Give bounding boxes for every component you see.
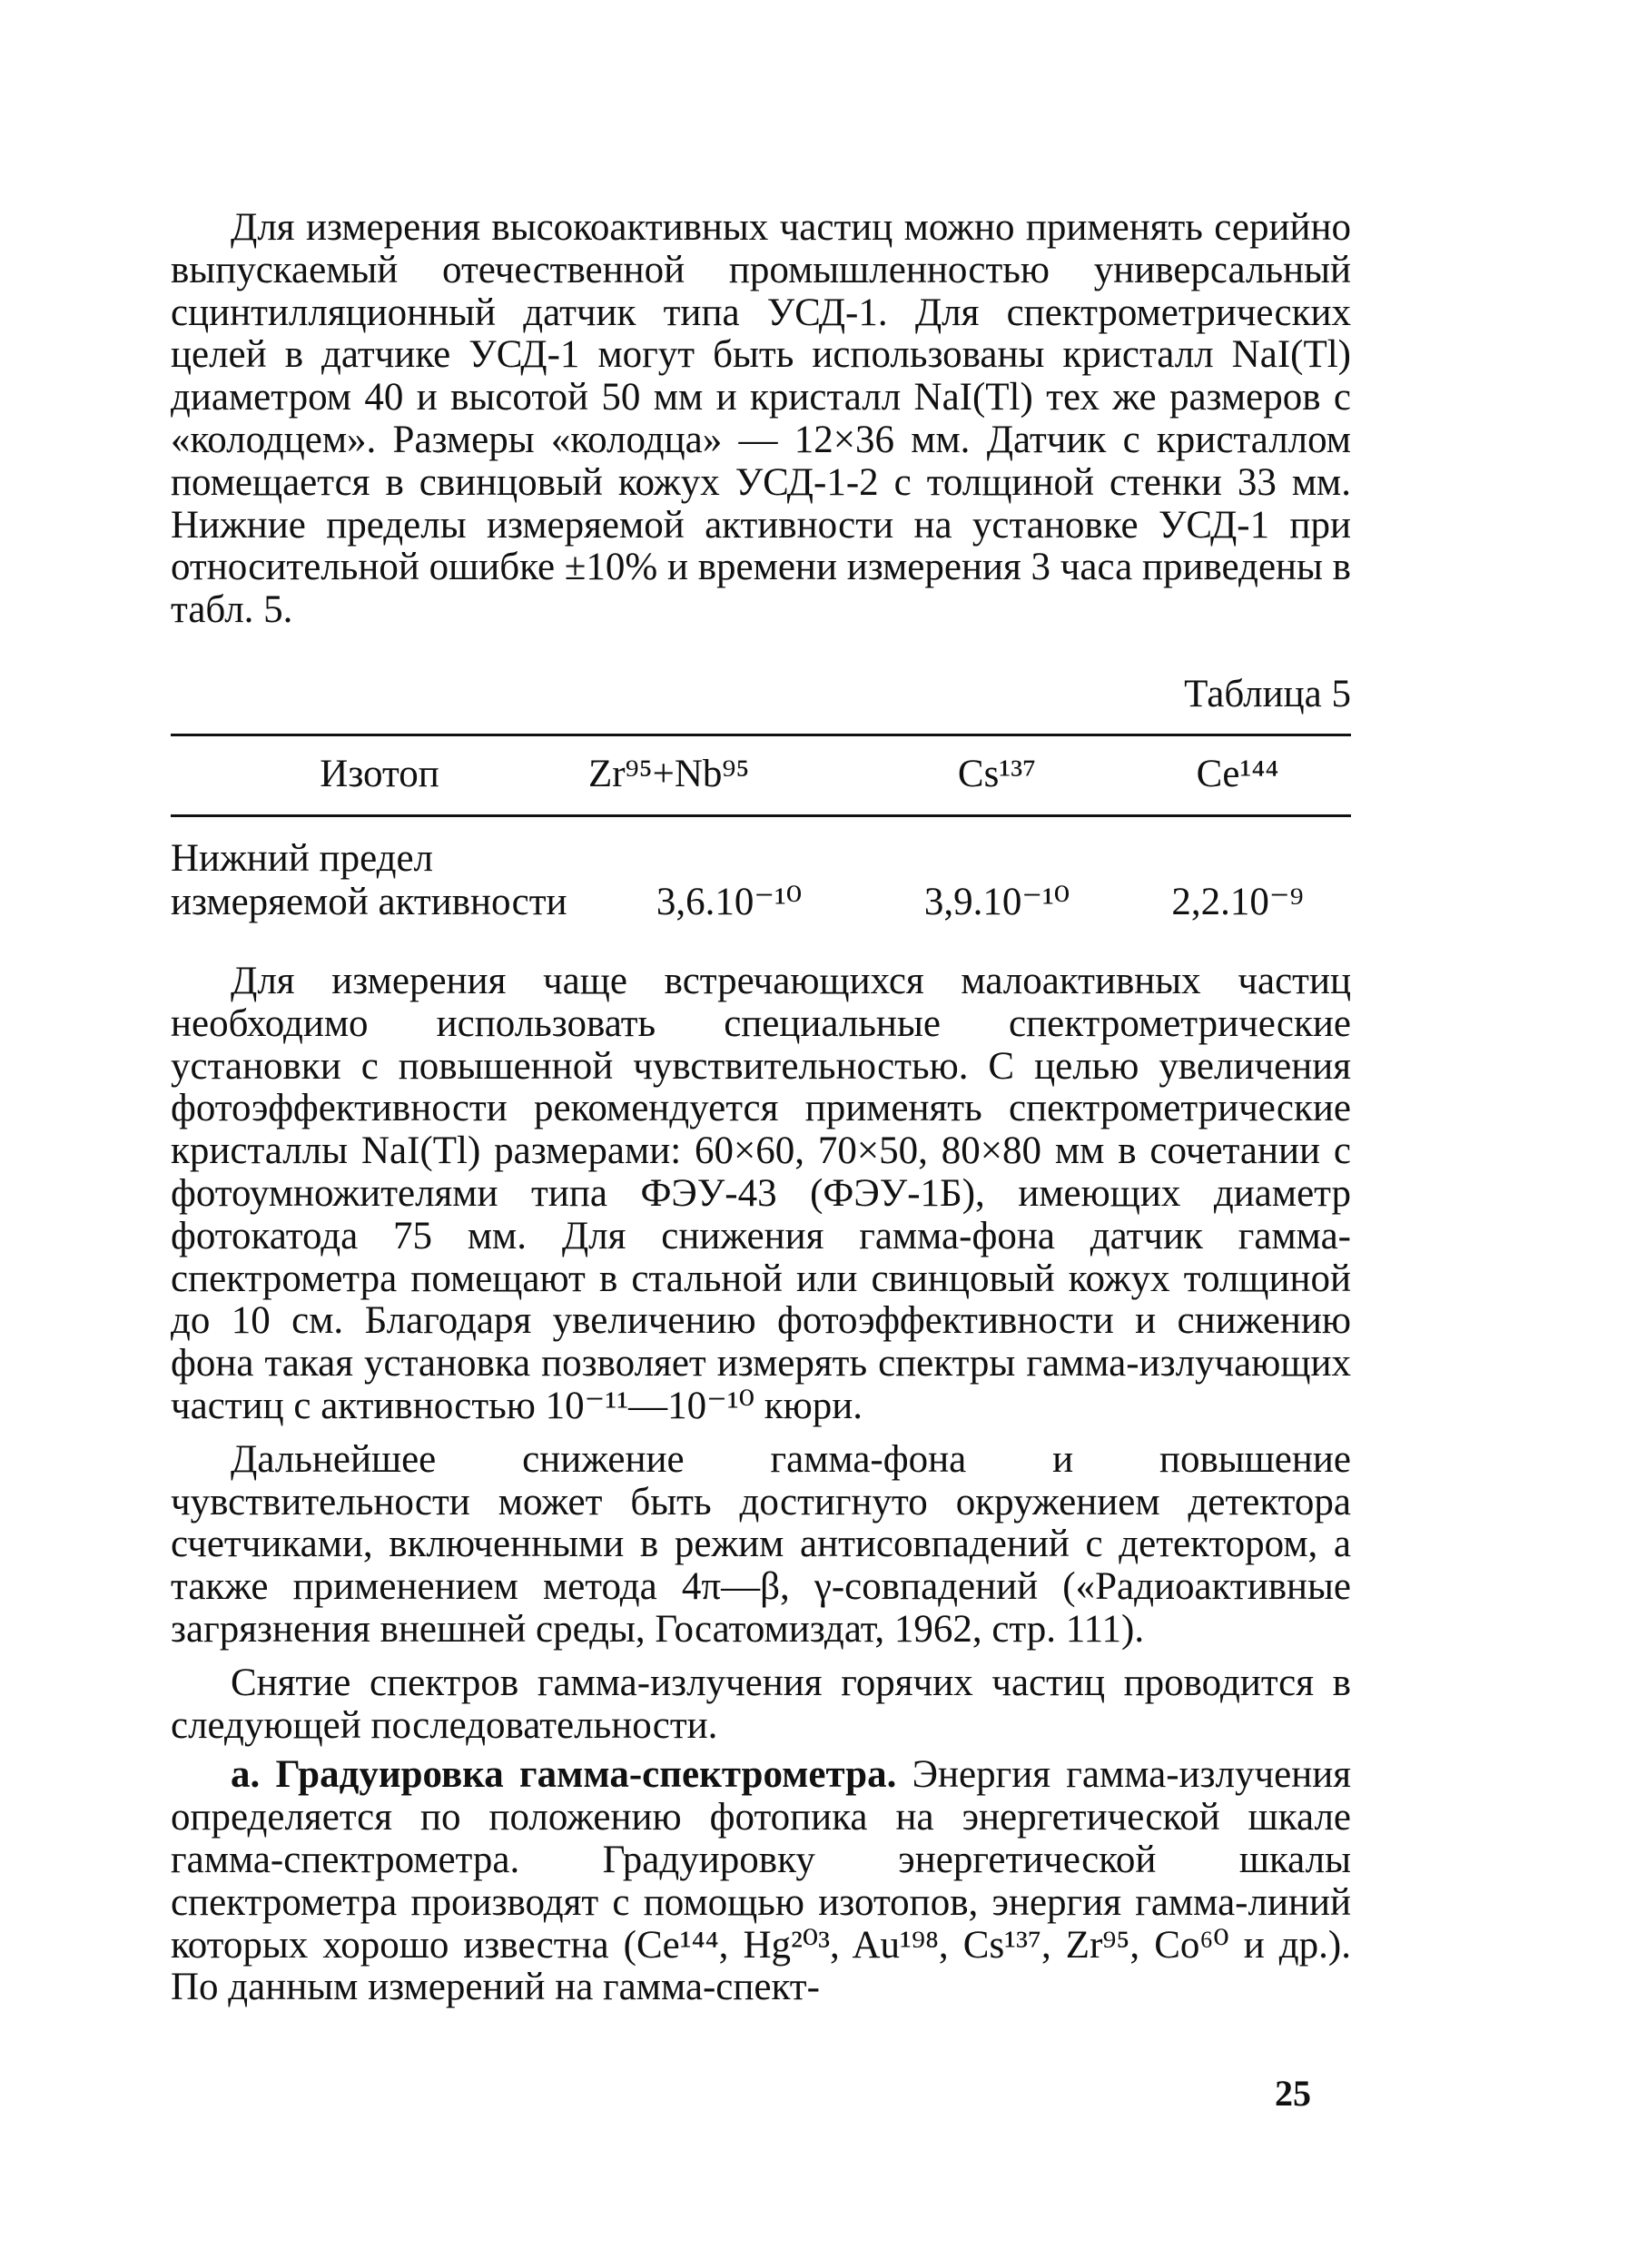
- header-cs: Cs¹³⁷: [870, 735, 1124, 815]
- row-label: Нижний предел измеряемой активности: [171, 836, 567, 923]
- paragraph-usd1-detector: Для измерения высокоактивных частиц можно применять серийно выпускаемый отечественной промышленностью универсальный сцинтилляционный датчик типа УСД-1. Для спектрометрических целей в датчике УСД-1 могут быть использованы кристалл NaI(Tl) диаметром 40 и высотой 50 мм и кристалл NaI(Tl) тех же размеров с «колодцем». Размеры «колодца» — 12×36 мм. Датчик с кристаллом помещается в свинцовый кожух УСД-1-2 с толщиной стенки 33 мм. Нижние пределы измеряемой активности на установке УСД-1 при относительной ошибке ±10% и времени измерения 3 часа приведены в табл. 5.: [171, 206, 1351, 632]
- detection-limits-table: [171, 734, 1351, 924]
- value-ce: 2,2.10⁻⁹: [1171, 880, 1304, 923]
- calibration-text: Энергия гамма-излучения определяется по положению фотопика на энергетической шкале гамма-спектрометра. Градуировку энергетической шкалы спектрометра производят с помощью изотопов, энергия гамма-линий которых хорошо известна (Ce¹⁴⁴, Hg²⁰³, Au¹⁹⁸, Cs¹³⁷, Zr⁹⁵, Co⁶⁰ и др.). По данным измерений на гамма-спект-: [171, 1753, 1351, 2009]
- table-header-row: [171, 735, 1351, 815]
- paragraph-low-activity: Для измерения чаще встречающихся малоактивных частиц необходимо использовать специальные спектрометрические установки с повышенной чувствительностью. С целью увеличения фотоэффективности рекомендуется применять спектрометрические кристаллы NaI(Tl) размерами: 60×60, 70×50, 80×80 мм в сочетании с фотоумножителями типа ФЭУ-43 (ФЭУ-1Б), имеющих диаметр фотокатода 75 мм. Для снижения гамма-фона датчик гамма-спектрометра помещают в стальной или свинцовый кожух толщиной до 10 см. Благодаря увеличению фотоэффективности и снижению фона такая установка позволяет измерять спектры гамма-излучающих частиц с активностью 10⁻¹¹—10⁻¹⁰ кюри.: [171, 959, 1351, 1427]
- paragraph-procedure-intro: Снятие спектров гамма-излучения горячих частиц проводится в следующей последовательности.: [171, 1661, 1351, 1747]
- paragraph-background-reduction: Дальнейшее снижение гамма-фона и повышение чувствительности может быть достигнуто окружением детектора счетчиками, включенными в режим антисовпадений с детектором, а также применением метода 4π—β, γ-совпадений («Радиоактивные загрязнения внешней среды, Госатомиздат, 1962, стр. 111).: [171, 1437, 1351, 1651]
- table-caption: Таблица 5: [1184, 672, 1351, 715]
- header-isotope: Изотоп: [171, 735, 588, 815]
- header-zr-nb: Zr⁹⁵+Nb⁹⁵: [588, 735, 870, 815]
- page-number: 25: [1275, 2073, 1311, 2114]
- value-zr-nb: 3,6.10⁻¹⁰: [656, 880, 803, 923]
- value-cs: 3,9.10⁻¹⁰: [923, 880, 1070, 923]
- paragraph-calibration: [171, 1754, 1351, 2009]
- table-row: [171, 815, 1351, 924]
- document-page: [171, 207, 1351, 2009]
- header-ce: Ce¹⁴⁴: [1124, 735, 1351, 815]
- calibration-heading: а. Градуировка гамма-спектрометра.: [231, 1753, 897, 1797]
